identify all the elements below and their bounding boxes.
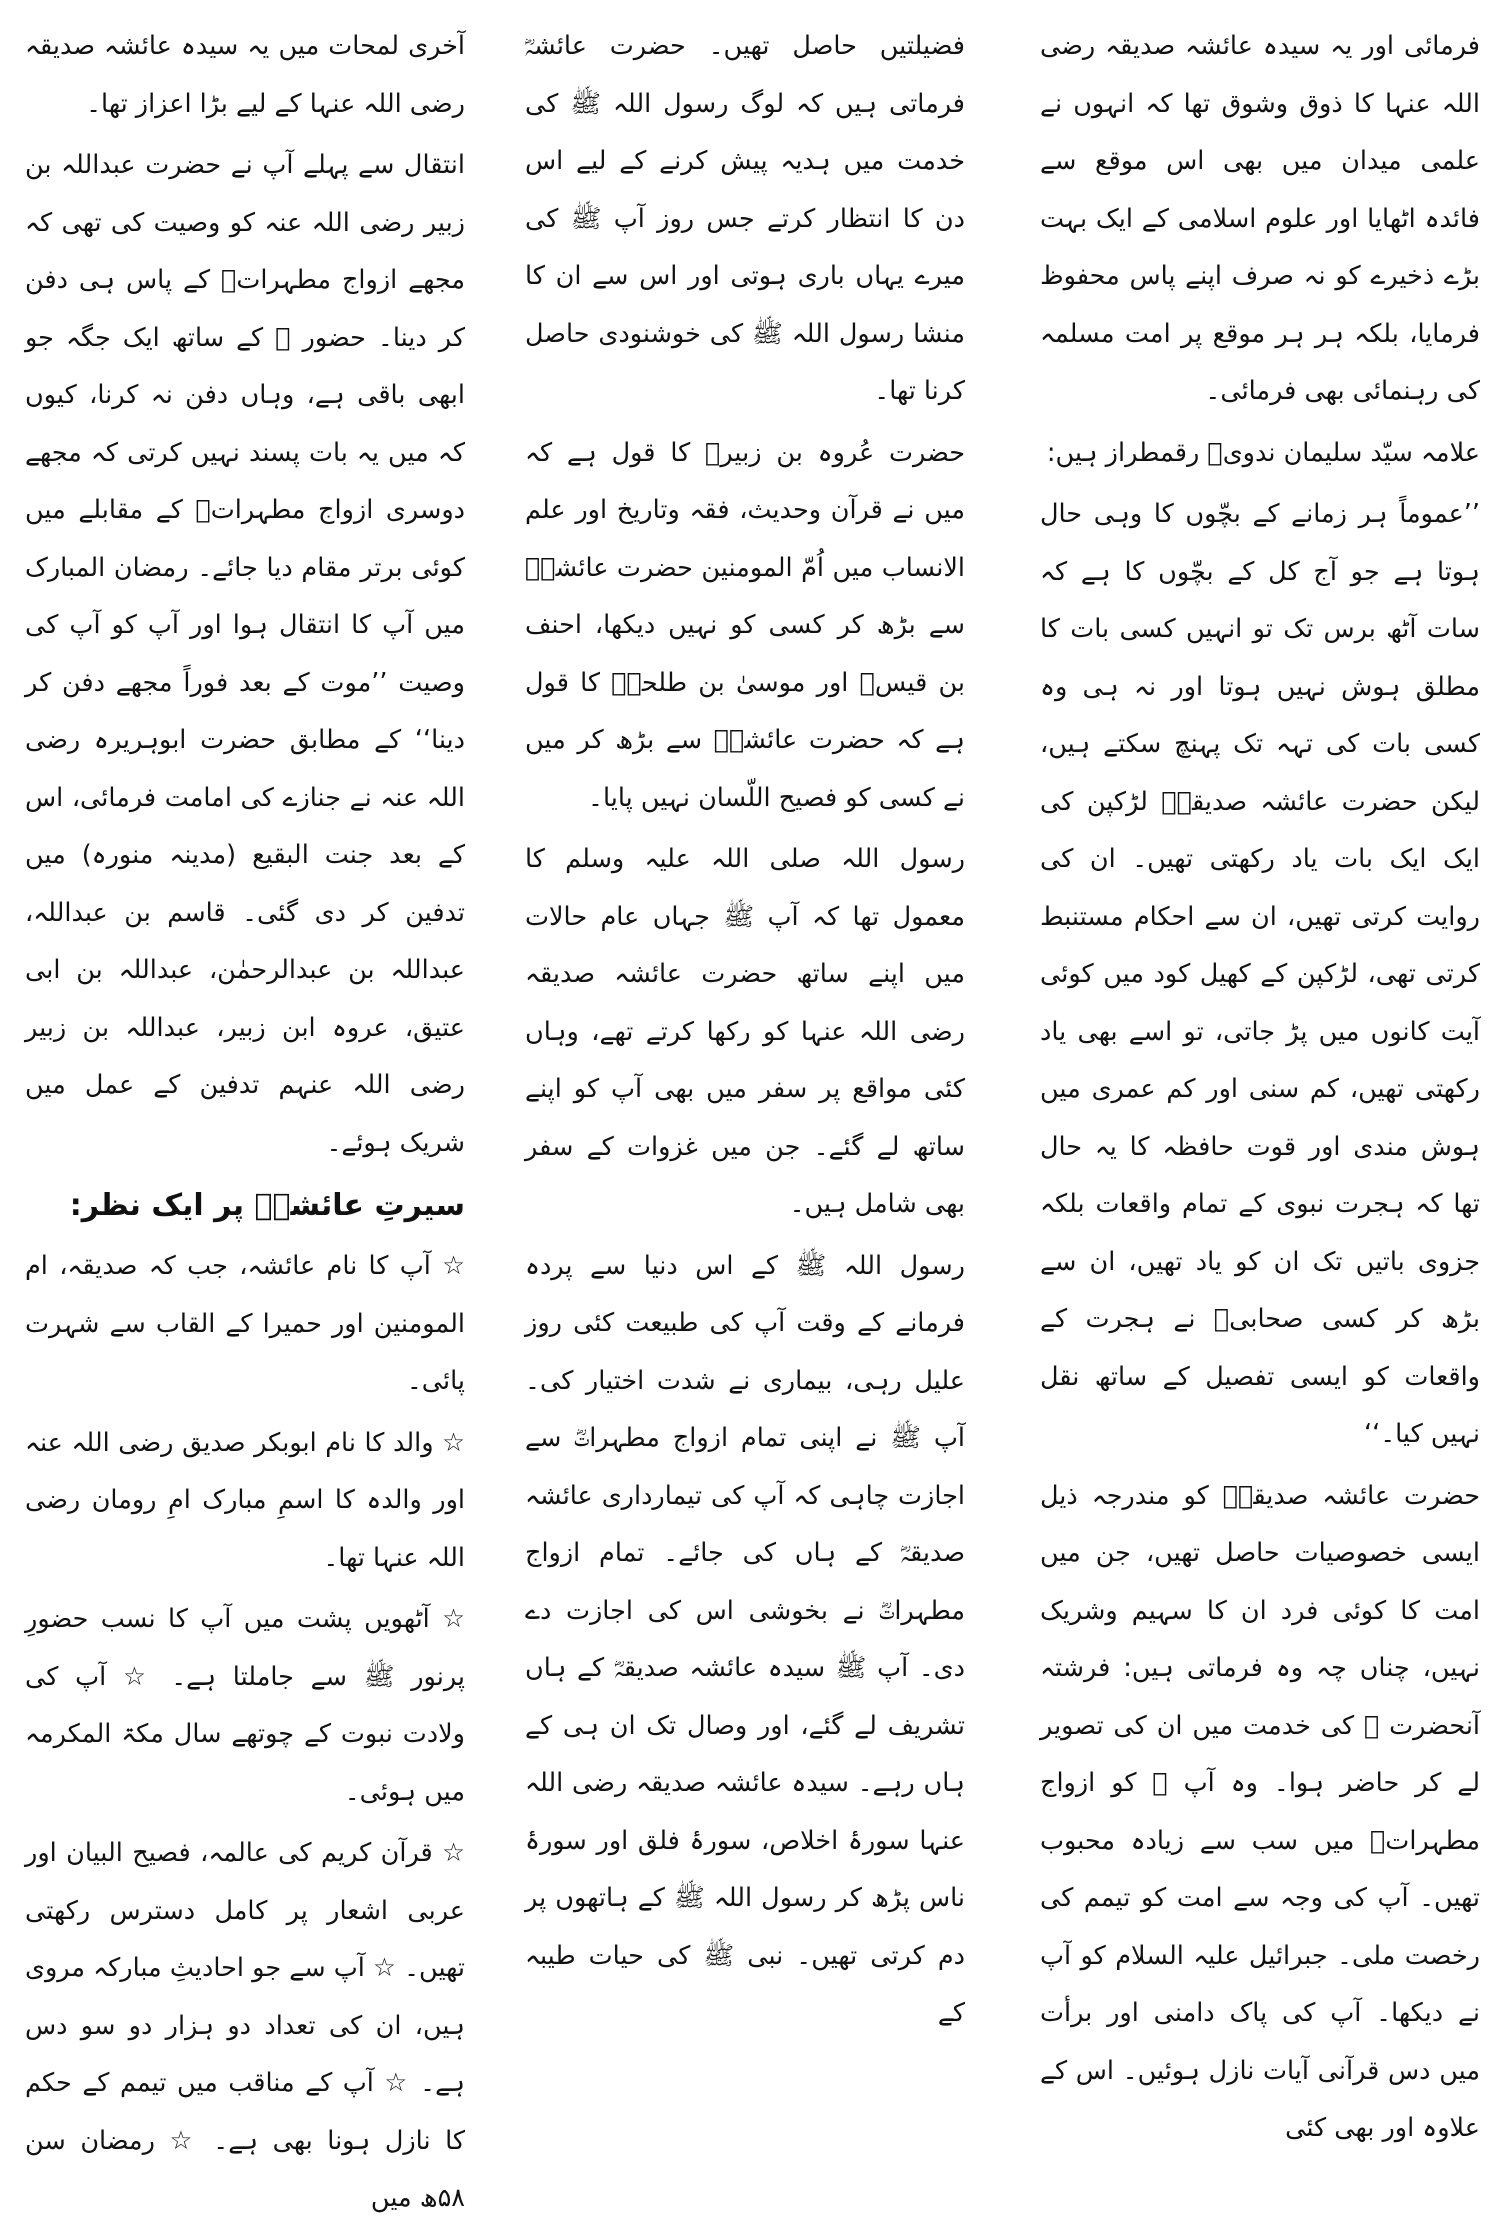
paragraph: رسول اللہ صلی اللہ علیہ وسلم کا معمول تھا کہ آپ ﷺ جہاں عام حالات میں اپنے ساتھ حضرت عائشہ صدیقہ رضی اللہ عنہا کو رکھا کرتے تھے، وہاں کئی مواقع پر سفر میں بھی آپ کو اپنے ساتھ لے گئے۔ جن میں غزوات کے سفر بھی شامل ہیں۔ — [525, 844, 965, 1219]
paragraph: آخری لمحات میں یہ سیدہ عائشہ صدیقہ رضی اللہ عنہا کے لیے بڑا اعزاز تھا۔ — [25, 31, 465, 119]
bullet-paragraph: ☆ والد کا نام ابوبکر صدیق رضی اللہ عنہ اور والدہ کا اسمِ مبارک امِ رومان رضی اللہ عنہا تھا۔ — [25, 1427, 465, 1573]
article-column-left — [25, 18, 465, 2213]
paragraph: انتقال سے پہلے آپ نے حضرت عبداللہ بن زبیر رضی اللہ عنہ کو وصیت کی تھی کہ مجھے ازواج مطہراتؓ کے پاس ہی دفن کر دینا۔ حضور ﷺ کے ساتھ ایک جگہ جو ابھی باقی ہے، وہاں دفن نہ کرنا، کیوں کہ میں یہ بات پسند نہیں کرتی کہ مجھے دوسری ازواج مطہراتؓ کے مقابلے میں کوئی برتر مقام دیا جائے۔ رمضان المبارک میں آپ کا انتقال ہوا اور آپ کو آپ کی وصیت ’’موت کے بعد فوراً مجھے دفن کر دینا‘‘ کے مطابق حضرت ابوہریرہ رضی اللہ عنہ نے جنازے کی امامت فرمائی، اس کے بعد جنت البقیع (مدینہ منورہ) میں تدفین کر دی گئی۔ قاسم بن عبداللہ، عبداللہ بن عبدالرحمٰن، عبداللہ بن ابی عتیق، عروہ ابن زبیر، عبداللہ بن زبیر رضی اللہ عنہم تدفین کے عمل میں شریک ہوئے۔ — [25, 150, 465, 1158]
section-heading: سیرتِ عائشہؓ پر ایک نظر: — [69, 1188, 465, 1223]
paragraph: حضرت عائشہ صدیقہؓ کو مندرجہ ذیل ایسی خصوصیات حاصل تھیں، جن میں امت کا کوئی فرد ان کا سہیم وشریک نہیں، چناں چہ وہ فرماتی ہیں: فرشتہ آنحضرت ﷺ کی خدمت میں ان کی تصویر لے کر حاضر ہوا۔ وہ آپ ﷺ کو ازواج مطہراتؓ میں سب سے زیادہ محبوب تھیں۔ آپ کی وجہ سے امت کو تیمم کی رخصت ملی۔ جبرائیل علیہ السلام کو آپ نے دیکھا۔ آپ کی پاک دامنی اور برأت میں دس قرآنی آیات نازل ہوئیں۔ اس کے علاوہ اور بھی کئی — [1040, 1480, 1480, 2143]
paragraph: فرمائی اور یہ سیدہ عائشہ صدیقہ رضی اللہ عنہا کا ذوق وشوق تھا کہ انہوں نے علمی میدان میں بھی اس موقع سے فائدہ اٹھایا اور علوم اسلامی کے ایک بہت بڑے ذخیرے کو نہ صرف اپنے پاس محفوظ فرمایا، بلکہ ہر ہر موقع پر امت مسلمہ کی رہنمائی بھی فرمائی۔ — [1040, 31, 1480, 406]
quote-paragraph: ’’عموماً ہر زمانے کے بچّوں کا وہی حال ہوتا ہے جو آج کل کے بچّوں کا ہے کہ سات آٹھ برس تک تو انہیں کسی بات کا مطلق ہوش نہیں ہوتا اور نہ ہی وہ کسی بات کی تہہ تک پہنچ سکتے ہیں، لیکن حضرت عائشہ صدیقہؓ لڑکپن کی ایک ایک بات یاد رکھتی تھیں۔ ان کی روایت کرتی تھیں، ان سے احکام مستنبط کرتی تھی، لڑکپن کے کھیل کود میں کوئی آیت کانوں میں پڑ جاتی، تو اسے بھی یاد رکھتی تھیں، کم سنی اور کم عمری میں ہوش مندی اور قوت حافظہ کا یہ حال تھا کہ ہجرت نبوی کے تمام واقعات بلکہ جزوی باتیں تک ان کو یاد تھیں، ان سے بڑھ کر کسی صحابیؓ نے ہجرت کے واقعات کو ایسی تفصیل کے ساتھ نقل نہیں کیا۔‘‘ — [1040, 499, 1480, 1449]
article-column-right — [1040, 18, 1480, 2188]
bullet-paragraph: ☆ آٹھویں پشت میں آپ کا نسب حضورِ پرنور ﷺ سے جاملتا ہے۔ ☆ آپ کی ولادت نبوت کے چوتھے سال مکۃ المکرمہ میں ہوئی۔ — [25, 1604, 465, 1807]
paragraph: فضیلتیں حاصل تھیں۔ حضرت عائشہؓ فرماتی ہیں کہ لوگ رسول اللہ ﷺ کی خدمت میں ہدیہ پیش کرنے کے لیے اس دن کا انتظار کرتے جس روز آپ ﷺ کی میرے یہاں باری ہوتی اور اس سے ان کا منشا رسول اللہ ﷺ کی خوشنودی حاصل کرنا تھا۔ — [525, 31, 965, 406]
paragraph: حضرت عُروہ بن زبیرؓ کا قول ہے کہ میں نے قرآن وحدیث، فقہ وتاریخ اور علم الانساب میں اُمّ المومنین حضرت عائشہؓ سے بڑھ کر کسی کو نہیں دیکھا، احنف بن قیسؒ اور موسیٰ بن طلحہؒ کا قول ہے کہ حضرت عائشہؓ سے بڑھ کر میں نے کسی کو فصیح اللّسان نہیں پایا۔ — [525, 437, 965, 813]
bullet-paragraph: ☆ قرآن کریم کی عالمہ، فصیح البیان اور عربی اشعار پر کامل دسترس رکھتی تھیں۔ ☆ آپ سے جو احادیثِ مبارکہ مروی ہیں، ان کی تعداد دو ہزار دو سو دس ہے۔ ☆ آپ کے مناقب میں تیمم کے حکم کا نازل ہونا بھی ہے۔ ☆ رمضان سن ۵۸ھ میں — [25, 1838, 465, 2213]
bullet-paragraph: ☆ آپ کا نام عائشہ، جب کہ صدیقہ، ام المومنین اور حمیرا کے القاب سے شہرت پائی۔ — [25, 1251, 465, 1396]
paragraph: علامہ سیّد سلیمان ندویؒ رقمطراز ہیں: — [1046, 437, 1480, 468]
article-column-middle — [525, 18, 965, 2188]
paragraph: رسول اللہ ﷺ کے اس دنیا سے پردہ فرمانے کے وقت آپ کی طبیعت کئی روز علیل رہی، بیماری نے شدت اختیار کی۔ آپ ﷺ نے اپنی تمام ازواج مطہراتؓ سے اجازت چاہی کہ آپ کی تیمارداری عائشہ صدیقہؓ کے ہاں کی جائے۔ تمام ازواج مطہراتؓ نے بخوشی اس کی اجازت دے دی۔ آپ ﷺ سیدہ عائشہ صدیقہؓ کے ہاں تشریف لے گئے، اور وصال تک ان ہی کے ہاں رہے۔ سیدہ عائشہ صدیقہ رضی اللہ عنہا سورۂ اخلاص، سورۂ فلق اور سورۂ ناس پڑھ کر رسول اللہ ﷺ کے ہاتھوں پر دم کرتی تھیں۔ نبی ﷺ کی حیات طیبہ کے — [525, 1250, 965, 2028]
